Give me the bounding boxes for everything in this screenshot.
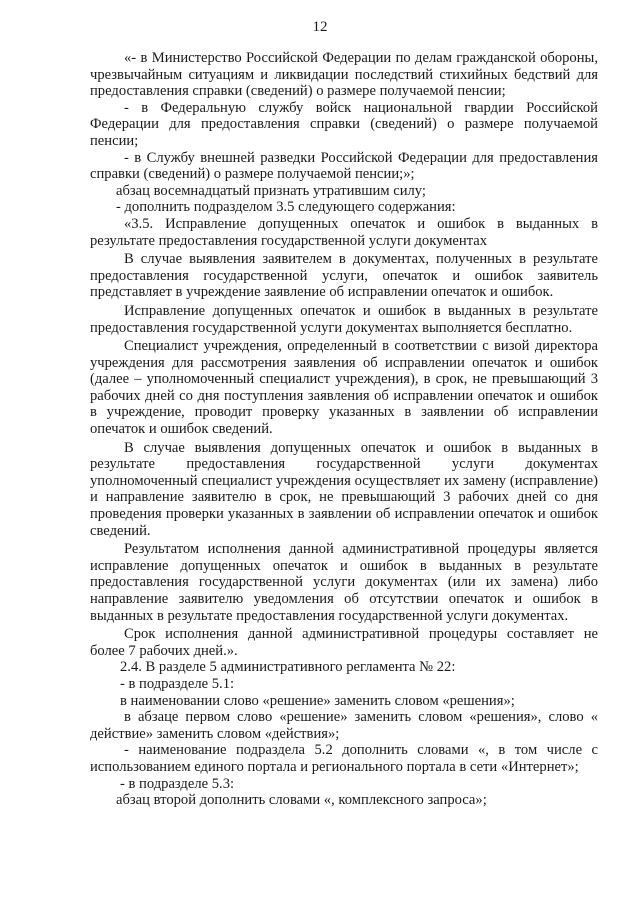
paragraph: Исправление допущенных опечаток и ошибок в выданных в результате предоставления государственной услуги документах выполняется бесплатно. bbox=[90, 302, 598, 336]
paragraph: В случае выявления заявителем в документах, полученных в результате предоставления государственной услуги, опечаток и ошибок заявитель представляет в учреждение заявление об исправлении опечаток и ошибок. bbox=[90, 251, 598, 301]
paragraph: «3.5. Исправление допущенных опечаток и ошибок в выданных в результате предоставления государственной услуги документах bbox=[90, 215, 598, 249]
paragraph: Специалист учреждения, определенный в соответствии с визой директора учреждения для рассмотрения заявления об исправлении опечаток и ошибок (далее – уполномоченный специалист учреждения), в срок, не превышающий 3 рабочих дней со дня поступления заявления об исправлении опечаток и ошибок в учреждение, проводит проверку указанных в заявлении об исправлении опечаток и ошибок сведений. bbox=[90, 338, 598, 438]
paragraph: Срок исполнения данной административной процедуры составляет не более 7 рабочих дней.». bbox=[90, 626, 598, 659]
paragraph: - в Федеральную службу войск национальной гвардии Российской Федерации для предоставления справки (сведений) о размере получаемой пенсии; bbox=[90, 99, 598, 149]
paragraph: «- в Министерство Российской Федерации по делам гражданской обороны, чрезвычайным ситуациям и ликвидации последствий стихийных бедствий для предоставления справки (сведений) о размере получаемой пенсии; bbox=[90, 50, 598, 100]
paragraph: - в подразделе 5.3: bbox=[120, 775, 235, 792]
paragraph: - дополнить подразделом 3.5 следующего содержания: bbox=[116, 199, 456, 216]
document-body bbox=[90, 50, 598, 809]
paragraph: Результатом исполнения данной административной процедуры является исправление допущенных опечаток и ошибок в выданных в результате предоставления государственной услуги документах (или их замена) либо направление заявителю уведомления об отсутствии опечаток и ошибок в выданных в результате предоставления государственной услуги документах. bbox=[90, 541, 598, 624]
page-number: 12 bbox=[312, 19, 328, 35]
paragraph: в абзаце первом слово «решение» заменить словом «решения», слово « действие» заменить словом «действия»; bbox=[90, 709, 598, 742]
paragraph: - в подразделе 5.1: bbox=[120, 675, 235, 692]
paragraph: абзац восемнадцатый признать утратившим силу; bbox=[116, 182, 426, 199]
paragraph: - наименование подраздела 5.2 дополнить словами «, в том числе с использованием единого портала и регионального портала в сети «Интернет»; bbox=[90, 742, 598, 775]
paragraph: абзац второй дополнить словами «, комплексного запроса»; bbox=[116, 792, 487, 809]
paragraph: в наименовании слово «решение» заменить словом «решения»; bbox=[120, 692, 515, 709]
paragraph: 2.4. В разделе 5 административного регламента № 22: bbox=[120, 659, 456, 676]
paragraph: - в Службу внешней разведки Российской Федерации для предоставления справки (сведений) о размере получаемой пенсии;»; bbox=[90, 149, 598, 183]
paragraph: В случае выявления допущенных опечаток и ошибок в выданных в результате предоставления государственной услуги документах уполномоченный специалист учреждения осуществляет их замену (исправление) и направление заявителю в срок, не превышающий 3 рабочих дней со дня проведения проверки указанных в заявлении об исправлении опечаток и ошибок сведений. bbox=[90, 439, 598, 539]
